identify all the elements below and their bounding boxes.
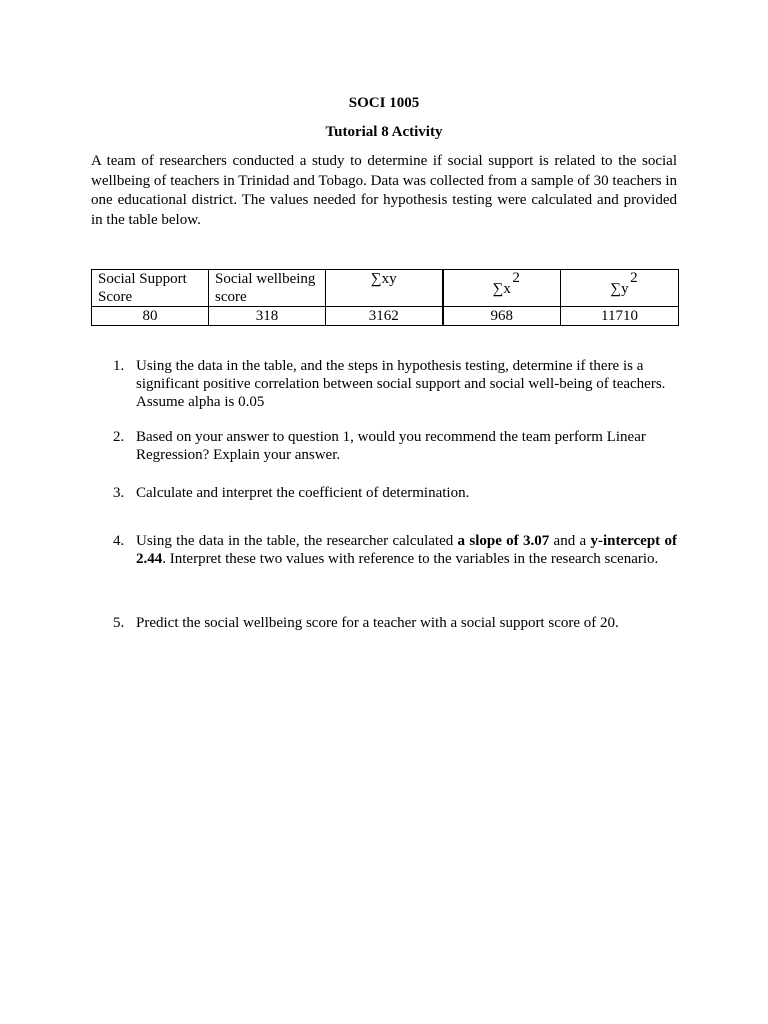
cell-social-support-score: 80 (92, 307, 209, 326)
sum-y-label: ∑y (610, 281, 629, 297)
sum-y-exponent: 2 (630, 270, 638, 286)
intro-paragraph: A team of researchers conducted a study to determine if social support is related to the social wellbeing of teachers in Trinidad and Tobago. Data was collected from a sample of 30 teachers in one educational district. The values needed for hypothesis testing were calculated and provided in the table below. (91, 153, 677, 228)
question-number: 4. (113, 533, 125, 549)
question-text: Predict the social wellbeing score for a teacher with a social support score of 20. (136, 615, 619, 631)
question-text: Calculate and interpret the coefficient of determination. (136, 485, 470, 501)
sum-x-exponent: 2 (512, 270, 520, 286)
question-number: 3. (113, 485, 125, 501)
course-code: SOCI 1005 (348, 95, 420, 111)
table-row (92, 307, 679, 326)
statistics-table (91, 269, 679, 326)
question-number: 2. (113, 429, 125, 445)
cell-sum-x-squared: 968 (443, 307, 561, 326)
document-title: Tutorial 8 Activity (325, 124, 443, 140)
question-text-part: Using the data in the table, the researcher calculated (136, 533, 458, 549)
question-text: Based on your answer to question 1, would you recommend the team perform Linear Regression? Explain your answer. (136, 429, 646, 463)
table-header-row (92, 270, 679, 307)
question-number: 5. (113, 615, 125, 631)
slope-value: a slope of 3.07 (457, 533, 550, 549)
header-social-support-score: Social Support Score (92, 270, 209, 307)
question-text-part: . Interpret these two values with reference to the variables in the research scenario. (162, 551, 659, 567)
cell-social-wellbeing-score: 318 (209, 307, 326, 326)
header-sum-x-squared (443, 270, 561, 307)
question-text (136, 532, 677, 568)
question-text-part: and a (549, 533, 591, 549)
cell-sum-y-squared: 11710 (561, 307, 679, 326)
question-number: 1. (113, 358, 125, 374)
header-sum-xy: ∑xy (326, 270, 443, 307)
y-intercept-value: y-intercept of 2.44 (136, 533, 677, 567)
header-social-wellbeing-score: Social wellbeing score (209, 270, 326, 307)
sum-x-squared-symbol (492, 270, 520, 298)
cell-sum-xy: 3162 (326, 307, 443, 326)
header-sum-y-squared (561, 270, 679, 307)
question-text: Using the data in the table, and the steps in hypothesis testing, determine if there is a significant positive correlation between social support and social well-being of teachers. Assume alpha is 0.05 (136, 358, 666, 410)
sum-x-label: ∑x (492, 281, 511, 297)
sum-y-squared-symbol (610, 270, 638, 298)
